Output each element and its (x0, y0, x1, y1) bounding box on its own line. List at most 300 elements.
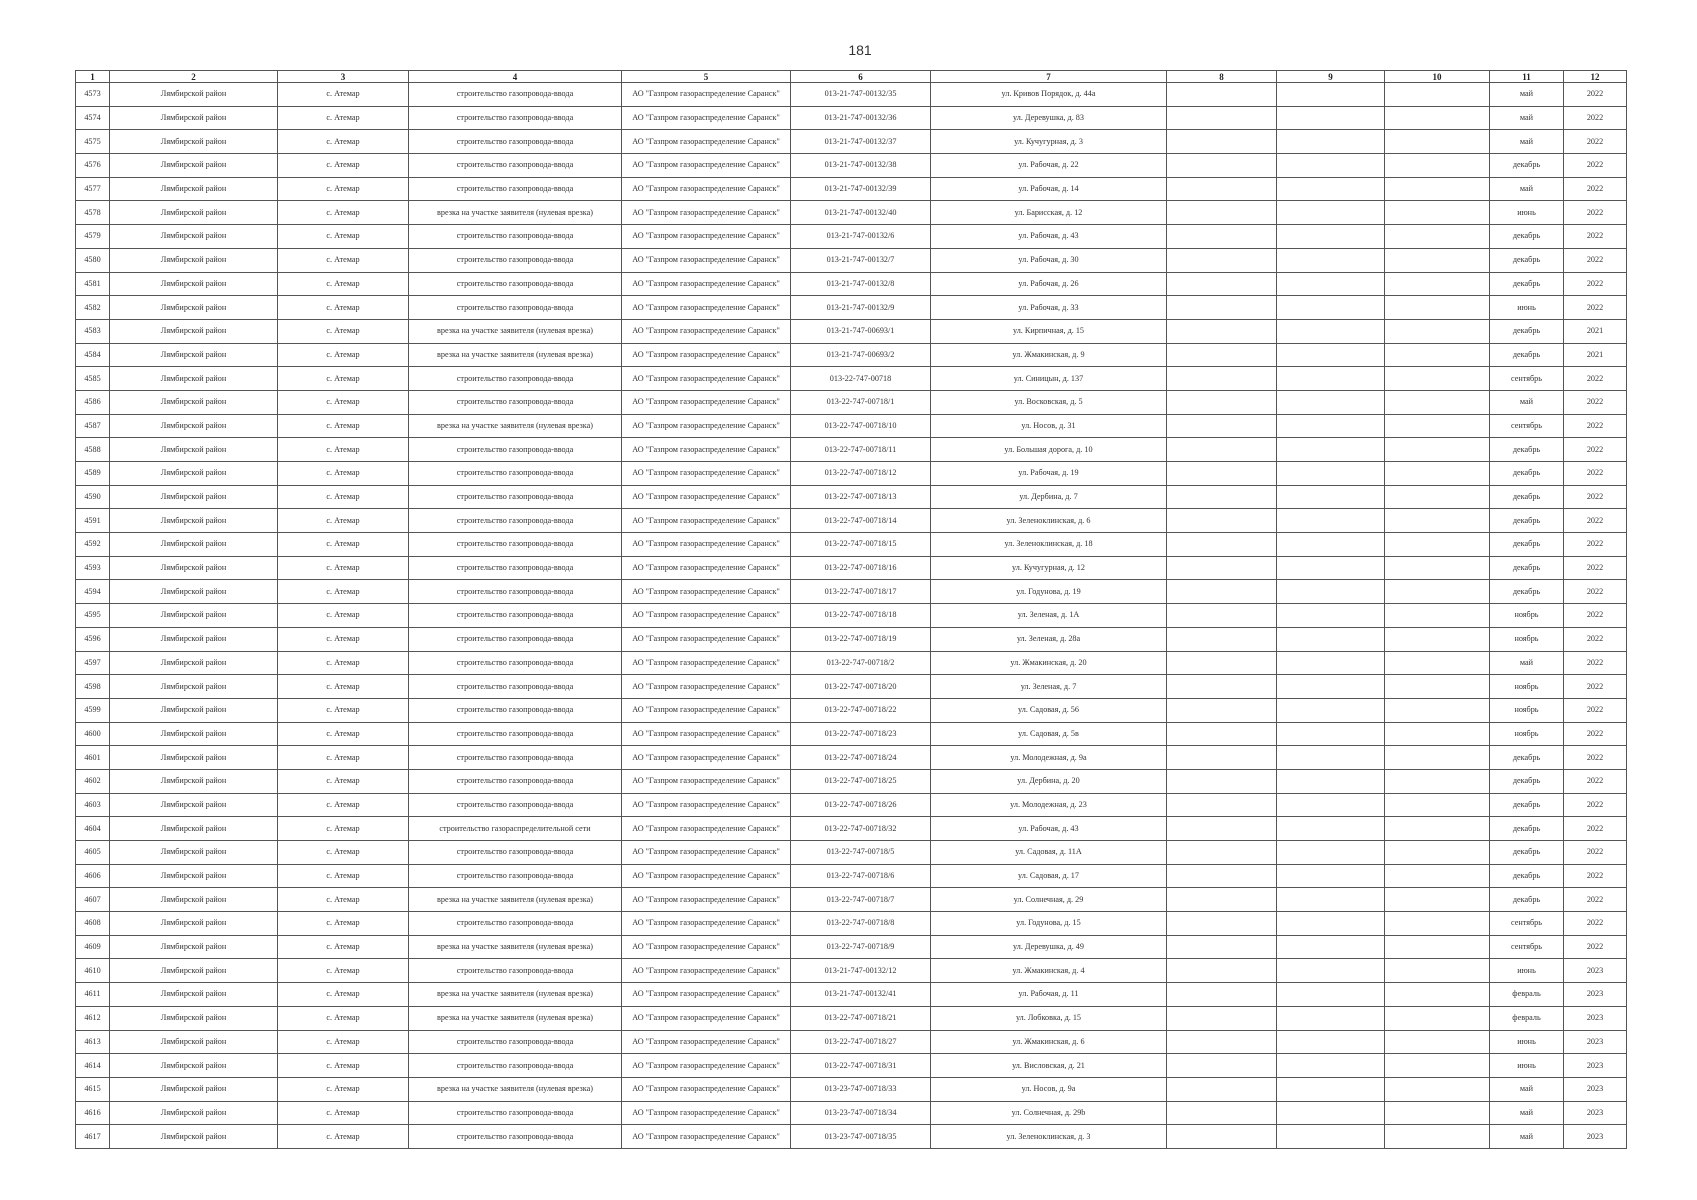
cell-row-number: 4579 (76, 225, 110, 249)
cell-address: ул. Зеленоклинская, д. 3 (931, 1125, 1167, 1149)
cell-district: Лямбирской район (110, 698, 278, 722)
cell-year: 2022 (1564, 248, 1627, 272)
cell-month: сентябрь (1490, 912, 1564, 936)
cell-col-9 (1277, 841, 1385, 865)
cell-row-number: 4589 (76, 462, 110, 486)
cell-month: декабрь (1490, 462, 1564, 486)
cell-row-number: 4576 (76, 154, 110, 178)
cell-organization: АО "Газпром газораспределение Саранск" (622, 841, 791, 865)
cell-work-type: врезка на участке заявителя (нулевая врезка) (409, 983, 622, 1007)
cell-address: ул. Солнечная, д. 29b (931, 1101, 1167, 1125)
cell-district: Лямбирской район (110, 935, 278, 959)
cell-organization: АО "Газпром газораспределение Саранск" (622, 1125, 791, 1149)
cell-year: 2022 (1564, 272, 1627, 296)
column-header-7: 7 (931, 71, 1167, 83)
cell-col-8 (1167, 912, 1277, 936)
cell-application-number: 013-22-747-00718/2 (791, 651, 931, 675)
cell-col-10 (1385, 793, 1490, 817)
cell-address: ул. Большая дорога, д. 10 (931, 438, 1167, 462)
cell-application-number: 013-22-747-00718/18 (791, 604, 931, 628)
cell-row-number: 4583 (76, 319, 110, 343)
cell-row-number: 4616 (76, 1101, 110, 1125)
table-row (76, 651, 1627, 675)
cell-work-type: строительство газопровода-ввода (409, 675, 622, 699)
cell-col-10 (1385, 769, 1490, 793)
cell-application-number: 013-22-747-00718/16 (791, 556, 931, 580)
table-row (76, 438, 1627, 462)
cell-col-9 (1277, 1030, 1385, 1054)
cell-district: Лямбирской район (110, 675, 278, 699)
cell-col-8 (1167, 367, 1277, 391)
cell-row-number: 4586 (76, 390, 110, 414)
cell-work-type: строительство газопровода-ввода (409, 841, 622, 865)
cell-settlement: с. Атемар (278, 485, 409, 509)
table-row (76, 390, 1627, 414)
cell-application-number: 013-22-747-00718/11 (791, 438, 931, 462)
cell-district: Лямбирской район (110, 319, 278, 343)
cell-organization: АО "Газпром газораспределение Саранск" (622, 343, 791, 367)
cell-row-number: 4591 (76, 509, 110, 533)
table-body (76, 83, 1627, 1149)
table-row (76, 1077, 1627, 1101)
cell-address: ул. Рабочая, д. 22 (931, 154, 1167, 178)
cell-application-number: 013-21-747-00693/2 (791, 343, 931, 367)
cell-col-8 (1167, 817, 1277, 841)
cell-address: ул. Барисская, д. 12 (931, 201, 1167, 225)
cell-organization: АО "Газпром газораспределение Саранск" (622, 106, 791, 130)
cell-row-number: 4584 (76, 343, 110, 367)
cell-row-number: 4615 (76, 1077, 110, 1101)
cell-application-number: 013-22-747-00718/25 (791, 769, 931, 793)
cell-col-9 (1277, 793, 1385, 817)
cell-district: Лямбирской район (110, 177, 278, 201)
cell-col-10 (1385, 651, 1490, 675)
cell-organization: АО "Газпром газораспределение Саранск" (622, 177, 791, 201)
cell-month: декабрь (1490, 580, 1564, 604)
cell-row-number: 4578 (76, 201, 110, 225)
cell-col-8 (1167, 414, 1277, 438)
cell-application-number: 013-21-747-00132/38 (791, 154, 931, 178)
cell-col-10 (1385, 746, 1490, 770)
cell-row-number: 4601 (76, 746, 110, 770)
cell-col-10 (1385, 83, 1490, 107)
cell-address: ул. Жмакинская, д. 9 (931, 343, 1167, 367)
cell-year: 2022 (1564, 509, 1627, 533)
cell-row-number: 4577 (76, 177, 110, 201)
cell-work-type: строительство газопровода-ввода (409, 1101, 622, 1125)
cell-district: Лямбирской район (110, 225, 278, 249)
cell-month: декабрь (1490, 864, 1564, 888)
table-row (76, 817, 1627, 841)
cell-address: ул. Рабочая, д. 26 (931, 272, 1167, 296)
cell-district: Лямбирской район (110, 983, 278, 1007)
cell-month: ноябрь (1490, 722, 1564, 746)
cell-col-9 (1277, 580, 1385, 604)
cell-col-8 (1167, 106, 1277, 130)
cell-address: ул. Зеленая, д. 7 (931, 675, 1167, 699)
table-row (76, 83, 1627, 107)
cell-month: декабрь (1490, 841, 1564, 865)
cell-settlement: с. Атемар (278, 983, 409, 1007)
cell-work-type: строительство газопровода-ввода (409, 225, 622, 249)
cell-district: Лямбирской район (110, 509, 278, 533)
cell-col-10 (1385, 841, 1490, 865)
cell-address: ул. Дербина, д. 20 (931, 769, 1167, 793)
cell-col-8 (1167, 296, 1277, 320)
cell-organization: АО "Газпром газораспределение Саранск" (622, 675, 791, 699)
cell-col-9 (1277, 864, 1385, 888)
cell-year: 2021 (1564, 319, 1627, 343)
cell-application-number: 013-22-747-00718/24 (791, 746, 931, 770)
cell-application-number: 013-22-747-00718/1 (791, 390, 931, 414)
cell-address: ул. Садовая, д. 17 (931, 864, 1167, 888)
cell-col-9 (1277, 888, 1385, 912)
cell-year: 2023 (1564, 1054, 1627, 1078)
cell-col-9 (1277, 1101, 1385, 1125)
cell-address: ул. Зеленая, д. 1А (931, 604, 1167, 628)
cell-address: ул. Кирпичная, д. 15 (931, 319, 1167, 343)
cell-row-number: 4610 (76, 959, 110, 983)
cell-address: ул. Рабочая, д. 33 (931, 296, 1167, 320)
cell-organization: АО "Газпром газораспределение Саранск" (622, 817, 791, 841)
cell-col-8 (1167, 201, 1277, 225)
cell-address: ул. Солнечная, д. 29 (931, 888, 1167, 912)
cell-year: 2022 (1564, 296, 1627, 320)
cell-col-8 (1167, 485, 1277, 509)
cell-year: 2022 (1564, 746, 1627, 770)
cell-work-type: строительство газопровода-ввода (409, 485, 622, 509)
cell-settlement: с. Атемар (278, 154, 409, 178)
cell-address: ул. Восковская, д. 5 (931, 390, 1167, 414)
cell-col-10 (1385, 485, 1490, 509)
cell-month: май (1490, 83, 1564, 107)
cell-settlement: с. Атемар (278, 746, 409, 770)
cell-address: ул. Жмакинская, д. 4 (931, 959, 1167, 983)
cell-col-9 (1277, 390, 1385, 414)
cell-month: декабрь (1490, 556, 1564, 580)
cell-address: ул. Лобковка, д. 15 (931, 1006, 1167, 1030)
cell-settlement: с. Атемар (278, 248, 409, 272)
cell-work-type: строительство газопровода-ввода (409, 722, 622, 746)
cell-month: декабрь (1490, 533, 1564, 557)
cell-col-10 (1385, 225, 1490, 249)
cell-district: Лямбирской район (110, 959, 278, 983)
cell-col-10 (1385, 675, 1490, 699)
table-row (76, 983, 1627, 1007)
cell-year: 2022 (1564, 201, 1627, 225)
cell-row-number: 4594 (76, 580, 110, 604)
cell-col-10 (1385, 343, 1490, 367)
cell-district: Лямбирской район (110, 651, 278, 675)
cell-col-8 (1167, 864, 1277, 888)
table-row (76, 343, 1627, 367)
cell-application-number: 013-21-747-00132/37 (791, 130, 931, 154)
cell-col-10 (1385, 248, 1490, 272)
cell-month: сентябрь (1490, 414, 1564, 438)
cell-application-number: 013-23-747-00718/34 (791, 1101, 931, 1125)
cell-row-number: 4593 (76, 556, 110, 580)
cell-district: Лямбирской район (110, 1101, 278, 1125)
cell-district: Лямбирской район (110, 1054, 278, 1078)
cell-col-8 (1167, 675, 1277, 699)
cell-district: Лямбирской район (110, 154, 278, 178)
cell-row-number: 4598 (76, 675, 110, 699)
cell-district: Лямбирской район (110, 888, 278, 912)
cell-month: февраль (1490, 1006, 1564, 1030)
cell-col-9 (1277, 462, 1385, 486)
cell-settlement: с. Атемар (278, 319, 409, 343)
cell-settlement: с. Атемар (278, 1054, 409, 1078)
cell-work-type: строительство газопровода-ввода (409, 959, 622, 983)
cell-row-number: 4600 (76, 722, 110, 746)
cell-col-9 (1277, 1006, 1385, 1030)
cell-district: Лямбирской район (110, 793, 278, 817)
cell-work-type: строительство газопровода-ввода (409, 556, 622, 580)
cell-col-8 (1167, 438, 1277, 462)
cell-district: Лямбирской район (110, 746, 278, 770)
cell-organization: АО "Газпром газораспределение Саранск" (622, 935, 791, 959)
cell-address: ул. Зеленоклинская, д. 6 (931, 509, 1167, 533)
cell-month: май (1490, 651, 1564, 675)
cell-year: 2022 (1564, 556, 1627, 580)
cell-year: 2022 (1564, 651, 1627, 675)
cell-address: ул. Кучугурная, д. 3 (931, 130, 1167, 154)
table-row (76, 177, 1627, 201)
cell-row-number: 4605 (76, 841, 110, 865)
cell-organization: АО "Газпром газораспределение Саранск" (622, 367, 791, 391)
cell-work-type: строительство газопровода-ввода (409, 1054, 622, 1078)
table-row (76, 793, 1627, 817)
table-row (76, 1125, 1627, 1149)
cell-col-8 (1167, 604, 1277, 628)
cell-application-number: 013-21-747-00132/12 (791, 959, 931, 983)
cell-application-number: 013-22-747-00718/32 (791, 817, 931, 841)
cell-year: 2022 (1564, 438, 1627, 462)
cell-col-10 (1385, 864, 1490, 888)
cell-month: декабрь (1490, 888, 1564, 912)
table-row (76, 485, 1627, 509)
table-row (76, 722, 1627, 746)
cell-col-10 (1385, 959, 1490, 983)
cell-organization: АО "Газпром газораспределение Саранск" (622, 533, 791, 557)
cell-row-number: 4574 (76, 106, 110, 130)
cell-address: ул. Годунова, д. 19 (931, 580, 1167, 604)
cell-settlement: с. Атемар (278, 1101, 409, 1125)
cell-organization: АО "Газпром газораспределение Саранск" (622, 769, 791, 793)
cell-year: 2022 (1564, 935, 1627, 959)
cell-col-9 (1277, 722, 1385, 746)
cell-work-type: врезка на участке заявителя (нулевая врезка) (409, 935, 622, 959)
cell-col-9 (1277, 769, 1385, 793)
cell-settlement: с. Атемар (278, 201, 409, 225)
cell-organization: АО "Газпром газораспределение Саранск" (622, 509, 791, 533)
cell-col-8 (1167, 1006, 1277, 1030)
cell-work-type: строительство газопровода-ввода (409, 533, 622, 557)
cell-settlement: с. Атемар (278, 817, 409, 841)
cell-district: Лямбирской район (110, 1125, 278, 1149)
cell-organization: АО "Газпром газораспределение Саранск" (622, 154, 791, 178)
cell-col-8 (1167, 462, 1277, 486)
cell-settlement: с. Атемар (278, 106, 409, 130)
cell-col-9 (1277, 225, 1385, 249)
cell-settlement: с. Атемар (278, 556, 409, 580)
cell-year: 2023 (1564, 1030, 1627, 1054)
cell-address: ул. Рабочая, д. 14 (931, 177, 1167, 201)
cell-month: ноябрь (1490, 604, 1564, 628)
cell-work-type: строительство газопровода-ввода (409, 627, 622, 651)
cell-col-10 (1385, 912, 1490, 936)
cell-application-number: 013-22-747-00718 (791, 367, 931, 391)
cell-address: ул. Годунова, д. 15 (931, 912, 1167, 936)
cell-year: 2023 (1564, 1006, 1627, 1030)
cell-work-type: строительство газопровода-ввода (409, 130, 622, 154)
cell-application-number: 013-22-747-00718/12 (791, 462, 931, 486)
cell-district: Лямбирской район (110, 130, 278, 154)
cell-settlement: с. Атемар (278, 414, 409, 438)
cell-organization: АО "Газпром газораспределение Саранск" (622, 438, 791, 462)
cell-organization: АО "Газпром газораспределение Саранск" (622, 983, 791, 1007)
cell-col-8 (1167, 343, 1277, 367)
cell-application-number: 013-21-747-00132/9 (791, 296, 931, 320)
table-row (76, 1054, 1627, 1078)
cell-col-8 (1167, 83, 1277, 107)
cell-col-10 (1385, 817, 1490, 841)
table-row (76, 556, 1627, 580)
cell-application-number: 013-21-747-00132/7 (791, 248, 931, 272)
cell-district: Лямбирской район (110, 627, 278, 651)
table-row (76, 935, 1627, 959)
table-row (76, 462, 1627, 486)
cell-organization: АО "Газпром газораспределение Саранск" (622, 1006, 791, 1030)
cell-work-type: строительство газопровода-ввода (409, 177, 622, 201)
cell-col-9 (1277, 556, 1385, 580)
cell-district: Лямбирской район (110, 438, 278, 462)
cell-year: 2022 (1564, 580, 1627, 604)
cell-col-8 (1167, 746, 1277, 770)
cell-year: 2022 (1564, 769, 1627, 793)
cell-month: декабрь (1490, 438, 1564, 462)
cell-col-8 (1167, 225, 1277, 249)
cell-settlement: с. Атемар (278, 959, 409, 983)
cell-application-number: 013-21-747-00132/40 (791, 201, 931, 225)
cell-work-type: строительство газопровода-ввода (409, 1125, 622, 1149)
cell-row-number: 4599 (76, 698, 110, 722)
cell-settlement: с. Атемар (278, 651, 409, 675)
cell-month: июнь (1490, 959, 1564, 983)
column-header-2: 2 (110, 71, 278, 83)
cell-row-number: 4614 (76, 1054, 110, 1078)
cell-month: декабрь (1490, 225, 1564, 249)
table-row (76, 580, 1627, 604)
cell-settlement: с. Атемар (278, 722, 409, 746)
cell-work-type: врезка на участке заявителя (нулевая врезка) (409, 414, 622, 438)
cell-month: май (1490, 130, 1564, 154)
cell-district: Лямбирской район (110, 1077, 278, 1101)
table-row (76, 912, 1627, 936)
cell-district: Лямбирской район (110, 462, 278, 486)
cell-application-number: 013-22-747-00718/27 (791, 1030, 931, 1054)
cell-col-10 (1385, 983, 1490, 1007)
cell-work-type: строительство газопровода-ввода (409, 296, 622, 320)
cell-organization: АО "Газпром газораспределение Саранск" (622, 130, 791, 154)
cell-col-10 (1385, 462, 1490, 486)
cell-month: февраль (1490, 983, 1564, 1007)
cell-col-8 (1167, 1030, 1277, 1054)
cell-district: Лямбирской район (110, 912, 278, 936)
cell-work-type: строительство газопровода-ввода (409, 154, 622, 178)
column-header-3: 3 (278, 71, 409, 83)
cell-district: Лямбирской район (110, 367, 278, 391)
cell-row-number: 4581 (76, 272, 110, 296)
cell-year: 2023 (1564, 983, 1627, 1007)
cell-col-8 (1167, 1054, 1277, 1078)
cell-col-9 (1277, 248, 1385, 272)
cell-col-8 (1167, 888, 1277, 912)
cell-organization: АО "Газпром газораспределение Саранск" (622, 959, 791, 983)
cell-district: Лямбирской район (110, 272, 278, 296)
cell-month: ноябрь (1490, 627, 1564, 651)
cell-row-number: 4611 (76, 983, 110, 1007)
cell-work-type: строительство газопровода-ввода (409, 651, 622, 675)
cell-application-number: 013-22-747-00718/13 (791, 485, 931, 509)
page-number: 181 (848, 42, 872, 58)
table-row (76, 1006, 1627, 1030)
cell-application-number: 013-22-747-00718/31 (791, 1054, 931, 1078)
cell-month: май (1490, 106, 1564, 130)
cell-organization: АО "Газпром газораспределение Саранск" (622, 793, 791, 817)
table-row (76, 130, 1627, 154)
cell-col-9 (1277, 983, 1385, 1007)
cell-address: ул. Жмакинская, д. 20 (931, 651, 1167, 675)
cell-work-type: врезка на участке заявителя (нулевая врезка) (409, 319, 622, 343)
cell-year: 2022 (1564, 675, 1627, 699)
cell-address: ул. Кривов Порядок, д. 44а (931, 83, 1167, 107)
cell-year: 2021 (1564, 343, 1627, 367)
cell-district: Лямбирской район (110, 343, 278, 367)
cell-application-number: 013-22-747-00718/23 (791, 722, 931, 746)
cell-year: 2022 (1564, 888, 1627, 912)
cell-work-type: строительство газораспределительной сети (409, 817, 622, 841)
cell-row-number: 4582 (76, 296, 110, 320)
column-header-5: 5 (622, 71, 791, 83)
cell-row-number: 4606 (76, 864, 110, 888)
cell-col-10 (1385, 296, 1490, 320)
cell-settlement: с. Атемар (278, 1125, 409, 1149)
table-row (76, 769, 1627, 793)
cell-col-9 (1277, 1125, 1385, 1149)
cell-col-8 (1167, 177, 1277, 201)
cell-work-type: строительство газопровода-ввода (409, 390, 622, 414)
cell-application-number: 013-23-747-00718/33 (791, 1077, 931, 1101)
cell-col-10 (1385, 177, 1490, 201)
cell-col-10 (1385, 319, 1490, 343)
cell-settlement: с. Атемар (278, 462, 409, 486)
column-header-4: 4 (409, 71, 622, 83)
column-header-6: 6 (791, 71, 931, 83)
table-row (76, 509, 1627, 533)
cell-address: ул. Деревушка, д. 83 (931, 106, 1167, 130)
cell-col-8 (1167, 509, 1277, 533)
cell-settlement: с. Атемар (278, 935, 409, 959)
cell-col-8 (1167, 698, 1277, 722)
cell-application-number: 013-21-747-00132/6 (791, 225, 931, 249)
cell-year: 2023 (1564, 959, 1627, 983)
cell-organization: АО "Газпром газораспределение Саранск" (622, 248, 791, 272)
cell-month: декабрь (1490, 319, 1564, 343)
cell-col-10 (1385, 1125, 1490, 1149)
cell-year: 2022 (1564, 793, 1627, 817)
cell-row-number: 4590 (76, 485, 110, 509)
